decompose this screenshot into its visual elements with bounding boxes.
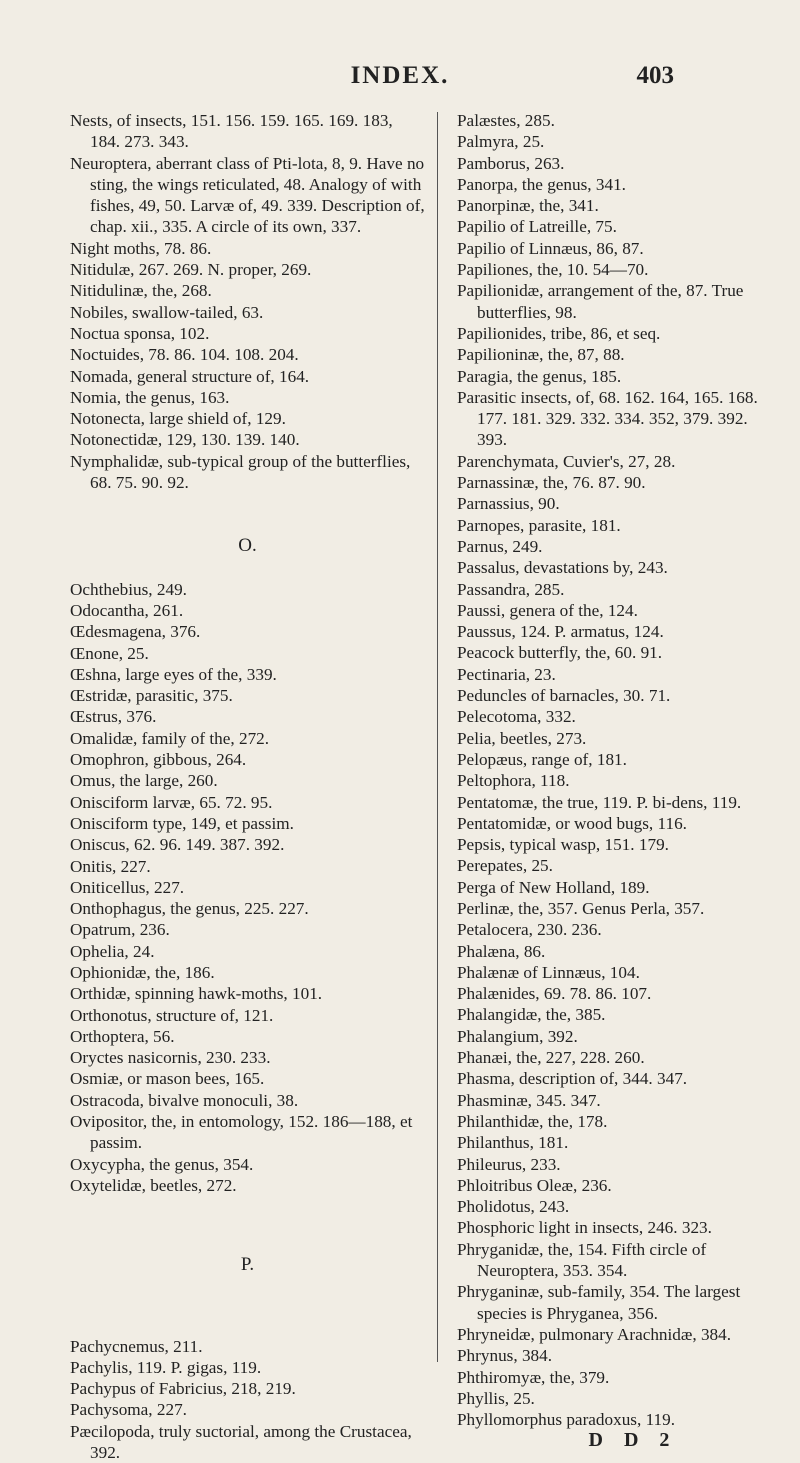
index-entry: Peacock butterfly, the, 60. 91. [457, 643, 663, 663]
index-entry: Pelia, beetles, 273. [457, 728, 587, 748]
index-entry: Passalus, devastations by, 243. [457, 558, 668, 578]
index-entry: Ochthebius, 249. [70, 579, 187, 599]
index-entry: Phileurus, 233. [457, 1154, 561, 1174]
index-entry: Pectinaria, 23. [457, 664, 556, 684]
index-entry: Œstridæ, parasitic, 375. [70, 686, 233, 706]
index-entry: Notonecta, large shield of, 129. [70, 409, 286, 429]
index-entry: Œdesmagena, 376. [70, 622, 201, 642]
index-entry: Phryganinæ, sub-family, 354. The largest species is Phryganea, 356. [457, 1282, 741, 1323]
index-entry: Opatrum, 236. [70, 920, 170, 940]
left-column [70, 110, 425, 1463]
p-entries-left [70, 1336, 425, 1463]
index-entry: Panorpinæ, the, 341. [457, 196, 599, 216]
index-entry: Phryganidæ, the, 154. Fifth circle of Neuroptera, 353. 354. [457, 1239, 707, 1281]
index-entry: Onisciform larvæ, 65. 72. 95. [70, 792, 273, 812]
index-entry: Phloitribus Oleæ, 236. [457, 1175, 612, 1195]
column-divider [437, 112, 438, 1362]
index-entry: Pamborus, 263. [457, 153, 565, 173]
index-entry: Parasitic insects, of, 68. 162. 164, 165. 168. 177. 181. 329. 332. 334. 352, 379. 392. 393. [457, 387, 758, 450]
index-entry: Ophionidæ, the, 186. [70, 962, 215, 982]
index-entry: Ovipositor, the, in entomology, 152. 186—188, et passim. [70, 1112, 413, 1153]
index-entry: Peltophora, 118. [457, 771, 570, 791]
index-entry: Parnus, 249. [457, 536, 543, 556]
index-entry: Pelopæus, range of, 181. [457, 749, 627, 769]
index-entry: Phyllomorphus paradoxus, 119. [457, 1410, 676, 1430]
index-entry: Phasminæ, 345. 347. [457, 1090, 601, 1110]
index-entry: Phalangidæ, the, 385. [457, 1005, 606, 1025]
index-entry: Nymphalidæ, sub-typical group of the butterflies, 68. 75. 90. 92. [70, 451, 411, 493]
index-entry: Papilio of Linnæus, 86, 87. [457, 238, 644, 258]
index-entry: Phosphoric light in insects, 246. 323. [457, 1218, 712, 1238]
index-entry: Nobiles, swallow-tailed, 63. [70, 302, 264, 322]
index-entry: Pholidotus, 243. [457, 1197, 570, 1217]
index-entry: Paragia, the genus, 185. [457, 366, 622, 386]
index-entry: Nests, of insects, 151. 156. 159. 165. 169. 183, 184. 273. 343. [70, 111, 393, 152]
index-entry: Omophron, gibbous, 264. [70, 750, 247, 770]
index-entry: Papilionidæ, arrangement of the, 87. True butterflies, 98. [457, 281, 744, 322]
index-entry: Phryneidæ, pulmonary Arachnidæ, 384. [457, 1324, 732, 1344]
index-entry: Papilio of Latreille, 75. [457, 217, 617, 237]
index-entry: Orthonotus, structure of, 121. [70, 1005, 274, 1025]
index-entry: Phalæna, 86. [457, 941, 546, 961]
index-entry: Philanthidæ, the, 178. [457, 1111, 608, 1131]
index-entry: Paussi, genera of the, 124. [457, 600, 638, 620]
n-entries [70, 110, 425, 493]
index-entry: Onitis, 227. [70, 856, 151, 876]
index-entry: Parnassinæ, the, 76. 87. 90. [457, 473, 646, 493]
index-entry: Noctuides, 78. 86. 104. 108. 204. [70, 345, 299, 365]
o-entries [70, 579, 425, 1197]
right-column [457, 110, 769, 1452]
index-entry: Oniscus, 62. 96. 149. 387. 392. [70, 835, 285, 855]
index-entry: Phalænides, 69. 78. 86. 107. [457, 984, 652, 1004]
signature-mark: D D 2 [588, 1429, 678, 1452]
running-head: INDEX. [350, 62, 450, 89]
index-entry: Oryctes nasicornis, 230. 233. [70, 1048, 271, 1068]
index-entry: Phrynus, 384. [457, 1346, 553, 1366]
index-entry: Petalocera, 230. 236. [457, 920, 602, 940]
index-entry: Parenchymata, Cuvier's, 27, 28. [457, 451, 676, 471]
index-entry: Pepsis, typical wasp, 151. 179. [457, 835, 669, 855]
index-entry: Parnassius, 90. [457, 494, 560, 514]
index-entry: Oniticellus, 227. [70, 877, 185, 897]
index-entry: Palmyra, 25. [457, 132, 545, 152]
index-entry: Noctua sponsa, 102. [70, 323, 210, 343]
index-entry: Pentatomidæ, or wood bugs, 116. [457, 813, 687, 833]
index-entry: Onisciform type, 149, et passim. [70, 813, 294, 833]
index-entry: Notonectidæ, 129, 130. 139. 140. [70, 430, 300, 450]
index-entry: Omus, the large, 260. [70, 771, 218, 791]
index-entry: Phalænæ of Linnæus, 104. [457, 962, 640, 982]
index-entry: Phthiromyæ, the, 379. [457, 1367, 610, 1387]
index-entry: Phyllis, 25. [457, 1388, 535, 1408]
index-entry: Paussus, 124. P. armatus, 124. [457, 622, 664, 642]
index-entry: Omalidæ, family of the, 272. [70, 728, 270, 748]
index-entry: Œnone, 25. [70, 643, 149, 663]
index-entry: Papiliones, the, 10. 54—70. [457, 260, 649, 280]
index-entry: Phasma, description of, 344. 347. [457, 1069, 688, 1089]
index-entry: Philanthus, 181. [457, 1133, 569, 1153]
index-entry: Nomada, general structure of, 164. [70, 366, 310, 386]
index-entry: Pachysoma, 227. [70, 1400, 187, 1420]
index-entry: Osmiæ, or mason bees, 165. [70, 1069, 265, 1089]
index-entry: Parnopes, parasite, 181. [457, 515, 621, 535]
index-entry: Phalangium, 392. [457, 1026, 578, 1046]
index-entry: Neuroptera, aberrant class of Pti-lota, 8, 9. Have no sting, the wings reticulated, 48. Analogy of with fishes, 49, 50. Larvæ of, 49. 339. Description of, chap. xii., 335. A circle of its own, 337. [70, 153, 425, 237]
index-entry: Pachylis, 119. P. gigas, 119. [70, 1357, 262, 1377]
index-entry: Onthophagus, the genus, 225. 227. [70, 899, 309, 919]
index-entry: Oxytelidæ, beetles, 272. [70, 1175, 237, 1195]
index-entry: Orthoptera, 56. [70, 1026, 175, 1046]
index-entry: Palæstes, 285. [457, 111, 555, 130]
index-entry: Phanæi, the, 227, 228. 260. [457, 1048, 645, 1068]
index-entry: Pæcilopoda, truly suctorial, among the Crustacea, 392. [70, 1421, 412, 1463]
index-entry: Papilionides, tribe, 86, et seq. [457, 323, 661, 343]
index-entry: Pachypus of Fabricius, 218, 219. [70, 1379, 296, 1399]
index-entry: Nomia, the genus, 163. [70, 387, 230, 407]
index-entry: Nitidulæ, 267. 269. N. proper, 269. [70, 260, 312, 280]
index-entry: Oxycypha, the genus, 354. [70, 1154, 254, 1174]
index-entry: Ophelia, 24. [70, 941, 155, 961]
index-entry: Perepates, 25. [457, 856, 553, 876]
section-letter-o: O. [238, 535, 257, 557]
index-entry: Peduncles of barnacles, 30. 71. [457, 686, 671, 706]
page-header [0, 62, 800, 102]
index-entry: Ostracoda, bivalve monoculi, 38. [70, 1090, 299, 1110]
index-entry: Perlinæ, the, 357. Genus Perla, 357. [457, 898, 705, 918]
index-entry: Œstrus, 376. [70, 707, 157, 727]
index-entry: Orthidæ, spinning hawk-moths, 101. [70, 984, 323, 1004]
index-entry: Pentatomæ, the true, 119. P. bi-dens, 119. [457, 792, 742, 812]
index-entry: Passandra, 285. [457, 579, 565, 599]
index-entry: Perga of New Holland, 189. [457, 877, 650, 897]
section-letter-p: P. [240, 1254, 255, 1276]
index-entry: Odocantha, 261. [70, 600, 184, 620]
index-entry: Pachycnemus, 211. [70, 1336, 203, 1356]
index-entry: Œshna, large eyes of the, 339. [70, 664, 277, 684]
index-entry: Panorpa, the genus, 341. [457, 174, 626, 194]
index-entry: Papilioninæ, the, 87, 88. [457, 345, 625, 365]
index-entry: Nitidulinæ, the, 268. [70, 281, 212, 301]
index-entry: Night moths, 78. 86. [70, 238, 212, 258]
page-number: 403 [636, 62, 674, 89]
index-entry: Pelecotoma, 332. [457, 707, 576, 727]
